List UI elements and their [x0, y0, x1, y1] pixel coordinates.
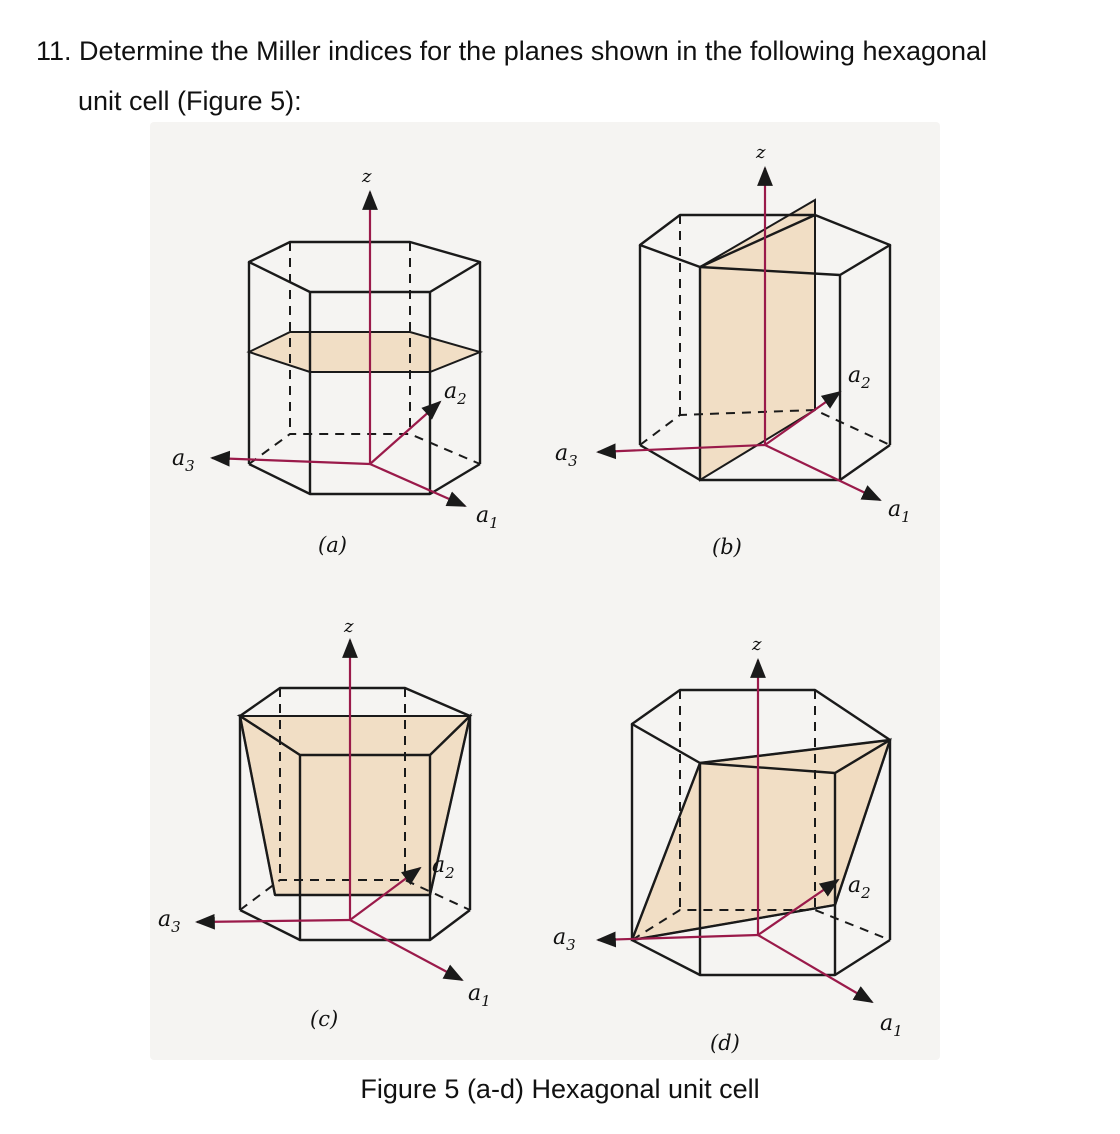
panel-c-a2-label: $a_2$ — [432, 853, 455, 882]
question-line-1: Determine the Miller indices for the planes shown in the following hexagonal — [79, 36, 988, 66]
panel-c — [158, 616, 491, 1031]
panel-b-caption: (b) — [712, 535, 742, 559]
panel-b — [555, 142, 911, 559]
panel-d — [553, 634, 903, 1055]
panel-c-z-label: z — [344, 616, 354, 637]
panel-a-plane — [249, 332, 480, 372]
panel-d-z-label: z — [752, 634, 762, 655]
question-number: 11. — [36, 36, 72, 66]
panel-b-a2-label: $a_2$ — [848, 363, 871, 392]
panel-a — [172, 166, 499, 557]
panel-c-a1-label: $a_1$ — [468, 981, 491, 1010]
panel-d-a2-label: $a_2$ — [848, 873, 871, 902]
panel-b-a3-label: $a_3$ — [555, 441, 578, 470]
panel-a-caption: (a) — [318, 533, 347, 557]
panel-d-a3-label: $a_3$ — [553, 925, 576, 954]
panel-b-a1-label: $a_1$ — [888, 497, 911, 526]
panel-a-a3-label: $a_3$ — [172, 446, 195, 475]
question-line-2: unit cell (Figure 5): — [78, 86, 302, 116]
panel-a-a1-label: $a_1$ — [476, 503, 499, 532]
panel-a-a2-label: $a_2$ — [444, 379, 467, 408]
panel-c-a3-label: $a_3$ — [158, 907, 181, 936]
panel-d-a1-label: $a_1$ — [880, 1011, 903, 1040]
panel-a-z-label: z — [362, 166, 372, 187]
panel-d-caption: (d) — [710, 1031, 740, 1055]
panel-b-z-label: z — [756, 142, 766, 163]
figure-caption: Figure 5 (a-d) Hexagonal unit cell — [360, 1074, 760, 1104]
panel-c-caption: (c) — [310, 1007, 339, 1031]
